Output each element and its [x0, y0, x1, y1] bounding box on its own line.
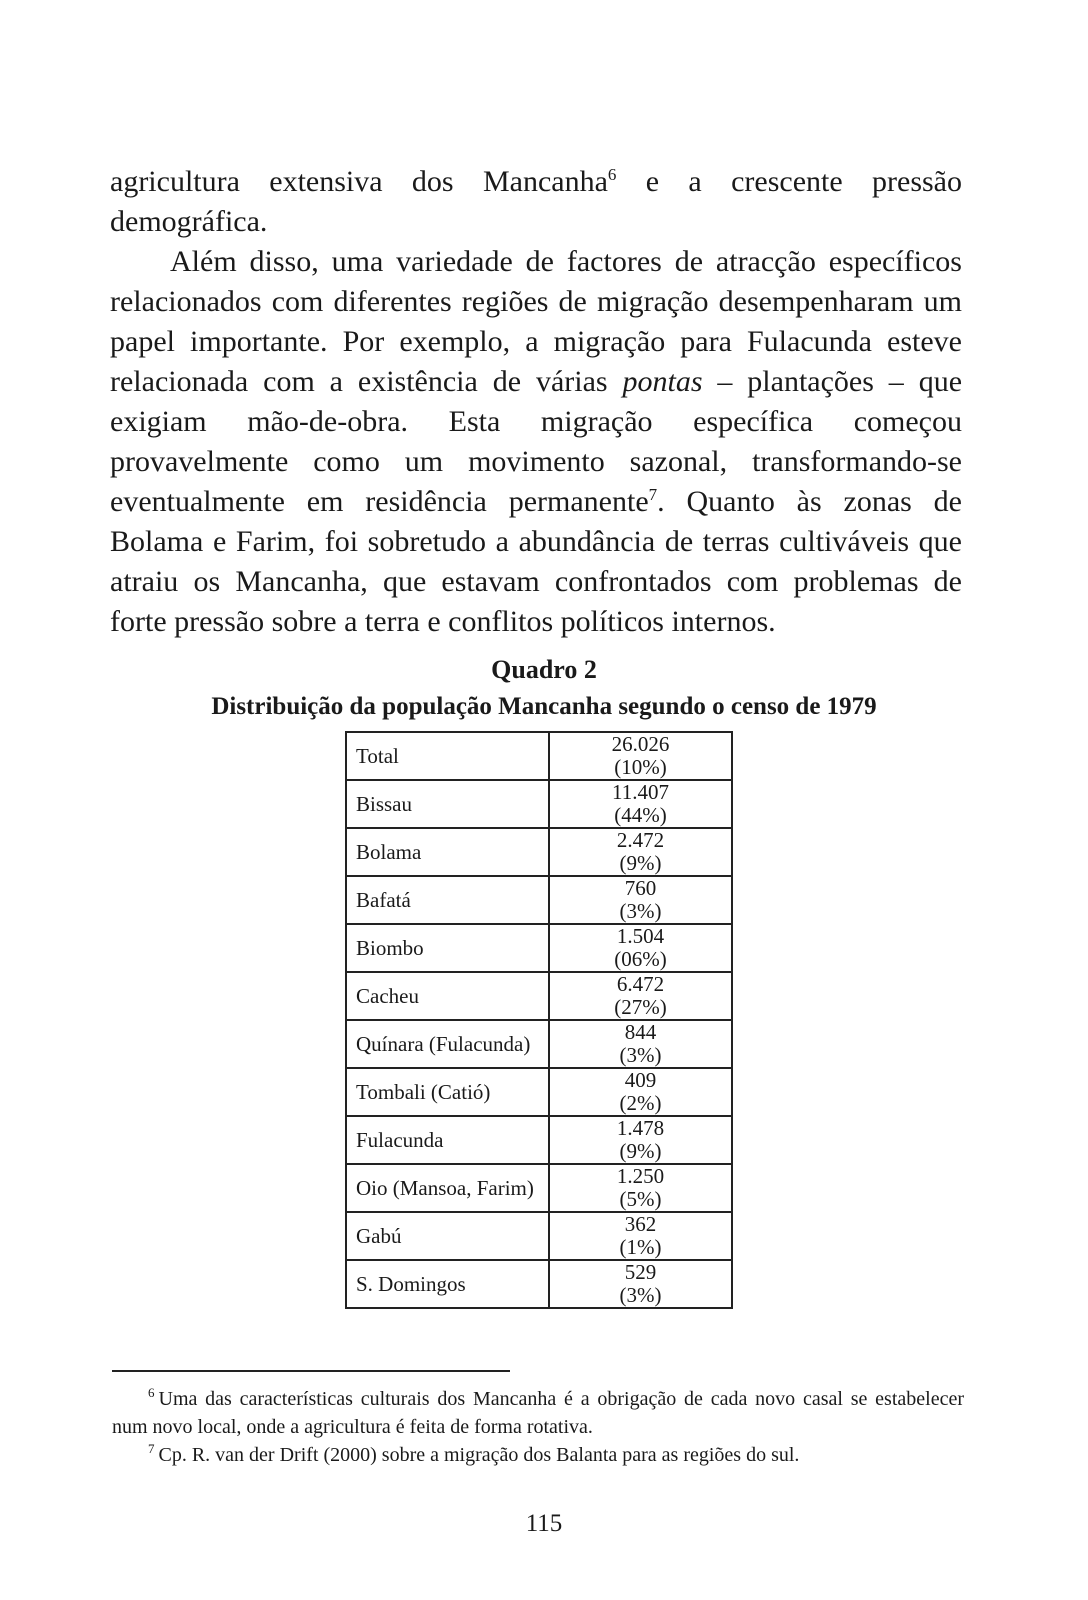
region-cell: Bissau [346, 780, 549, 828]
table-row [346, 972, 732, 1020]
table-title: Quadro 2 [491, 655, 597, 684]
population-cell [549, 1212, 732, 1260]
region-cell: Total [346, 732, 549, 780]
population-cell [549, 1164, 732, 1212]
population-percent: (5%) [619, 1187, 662, 1211]
table-row [346, 732, 732, 780]
population-cell [549, 780, 732, 828]
table-row [346, 1020, 732, 1068]
paragraph-2-end: . Quanto às zonas de Bolama e Farim, foi sobretudo a abundância de terras cultiváveis que atraiu os Mancanha, que estavam confrontados com problemas de forte pressão sobre a terra e conflitos políticos internos. [110, 485, 962, 638]
population-cell [549, 1260, 732, 1308]
population-count: 529 [624, 1260, 657, 1284]
page-number: 115 [525, 1510, 563, 1537]
population-cell [549, 972, 732, 1020]
population-count: 11.407 [612, 780, 669, 804]
table-row [346, 924, 732, 972]
population-percent: (9%) [619, 851, 662, 875]
population-cell [549, 924, 732, 972]
population-percent: (9%) [619, 1139, 662, 1163]
population-percent: (2%) [619, 1091, 662, 1115]
population-count: 1.478 [616, 1116, 665, 1140]
paragraph-1 [110, 162, 962, 242]
footnote-6-mark: 6 [148, 1385, 155, 1401]
footnote-6-text: Uma das características culturais dos Mancanha é a obrigação de cada novo casal se estabelecer num novo local, onde a agricultura é feita de forma rotativa. [112, 1388, 964, 1438]
body-text [110, 162, 962, 642]
region-cell: Tombali (Catió) [346, 1068, 549, 1116]
population-percent: (06%) [614, 947, 667, 971]
region-cell: Bafatá [346, 876, 549, 924]
table-row [346, 1260, 732, 1308]
table-row [346, 1116, 732, 1164]
table-subtitle: Distribuição da população Mancanha segundo o censo de 1979 [211, 693, 877, 720]
paragraph-2-start: Além disso, uma variedade de factores de atracção específicos relacionados com diferentes regiões de migração desempenharam um papel importante. Por exemplo, a migração para Fulacunda esteve relacionada com a existência de várias [110, 245, 962, 398]
footnote-7-text: Cp. R. van der Drift (2000) sobre a migração dos Balanta para as regiões do sul. [158, 1444, 800, 1466]
population-count: 2.472 [616, 828, 665, 852]
population-percent: (3%) [619, 1043, 662, 1067]
footnote-6 [112, 1385, 964, 1441]
paragraph-2 [110, 242, 962, 642]
region-cell: Bolama [346, 828, 549, 876]
population-count: 409 [624, 1068, 657, 1092]
population-percent: (1%) [619, 1235, 662, 1259]
population-cell [549, 1068, 732, 1116]
population-cell [549, 1116, 732, 1164]
region-cell: Biombo [346, 924, 549, 972]
population-percent: (10%) [614, 755, 667, 779]
population-count: 26.026 [611, 732, 670, 756]
table-row [346, 1164, 732, 1212]
table-row [346, 828, 732, 876]
population-percent: (3%) [619, 899, 662, 923]
region-cell: Gabú [346, 1212, 549, 1260]
footnotes [112, 1385, 964, 1469]
table-row [346, 780, 732, 828]
paragraph-1-tail: e a crescente pressão demográfica. [110, 165, 962, 238]
population-count: 1.504 [616, 924, 665, 948]
paragraph-2-middle: – plantações – que exigiam mão-de-obra. Esta migração específica começou provavelmente como um movimento sazonal, transformando-se eventualmente em residência permanente [110, 365, 963, 518]
region-cell: Quínara (Fulacunda) [346, 1020, 549, 1068]
population-table [345, 731, 733, 1309]
region-cell: S. Domingos [346, 1260, 549, 1308]
table-row [346, 1068, 732, 1116]
footnote-ref-6[interactable]: 6 [607, 165, 617, 184]
population-percent: (27%) [614, 995, 667, 1019]
population-percent: (44%) [614, 803, 667, 827]
table-row [346, 876, 732, 924]
footnote-7-mark: 7 [148, 1441, 155, 1457]
population-cell [549, 828, 732, 876]
population-cell [549, 732, 732, 780]
italic-term-pontas: pontas [622, 365, 703, 398]
population-count: 6.472 [616, 972, 665, 996]
footnote-7 [112, 1441, 964, 1469]
population-cell [549, 1020, 732, 1068]
population-count: 760 [624, 876, 657, 900]
region-cell: Fulacunda [346, 1116, 549, 1164]
population-count: 844 [624, 1020, 657, 1044]
footnote-divider [112, 1370, 510, 1372]
region-cell: Oio (Mansoa, Farim) [346, 1164, 549, 1212]
table-row [346, 1212, 732, 1260]
population-percent: (3%) [619, 1283, 662, 1307]
population-count: 1.250 [616, 1164, 665, 1188]
paragraph-1-text: agricultura extensiva dos Mancanha [110, 165, 608, 198]
population-count: 362 [624, 1212, 657, 1236]
region-cell: Cacheu [346, 972, 549, 1020]
footnote-ref-7[interactable]: 7 [648, 485, 658, 504]
population-cell [549, 876, 732, 924]
